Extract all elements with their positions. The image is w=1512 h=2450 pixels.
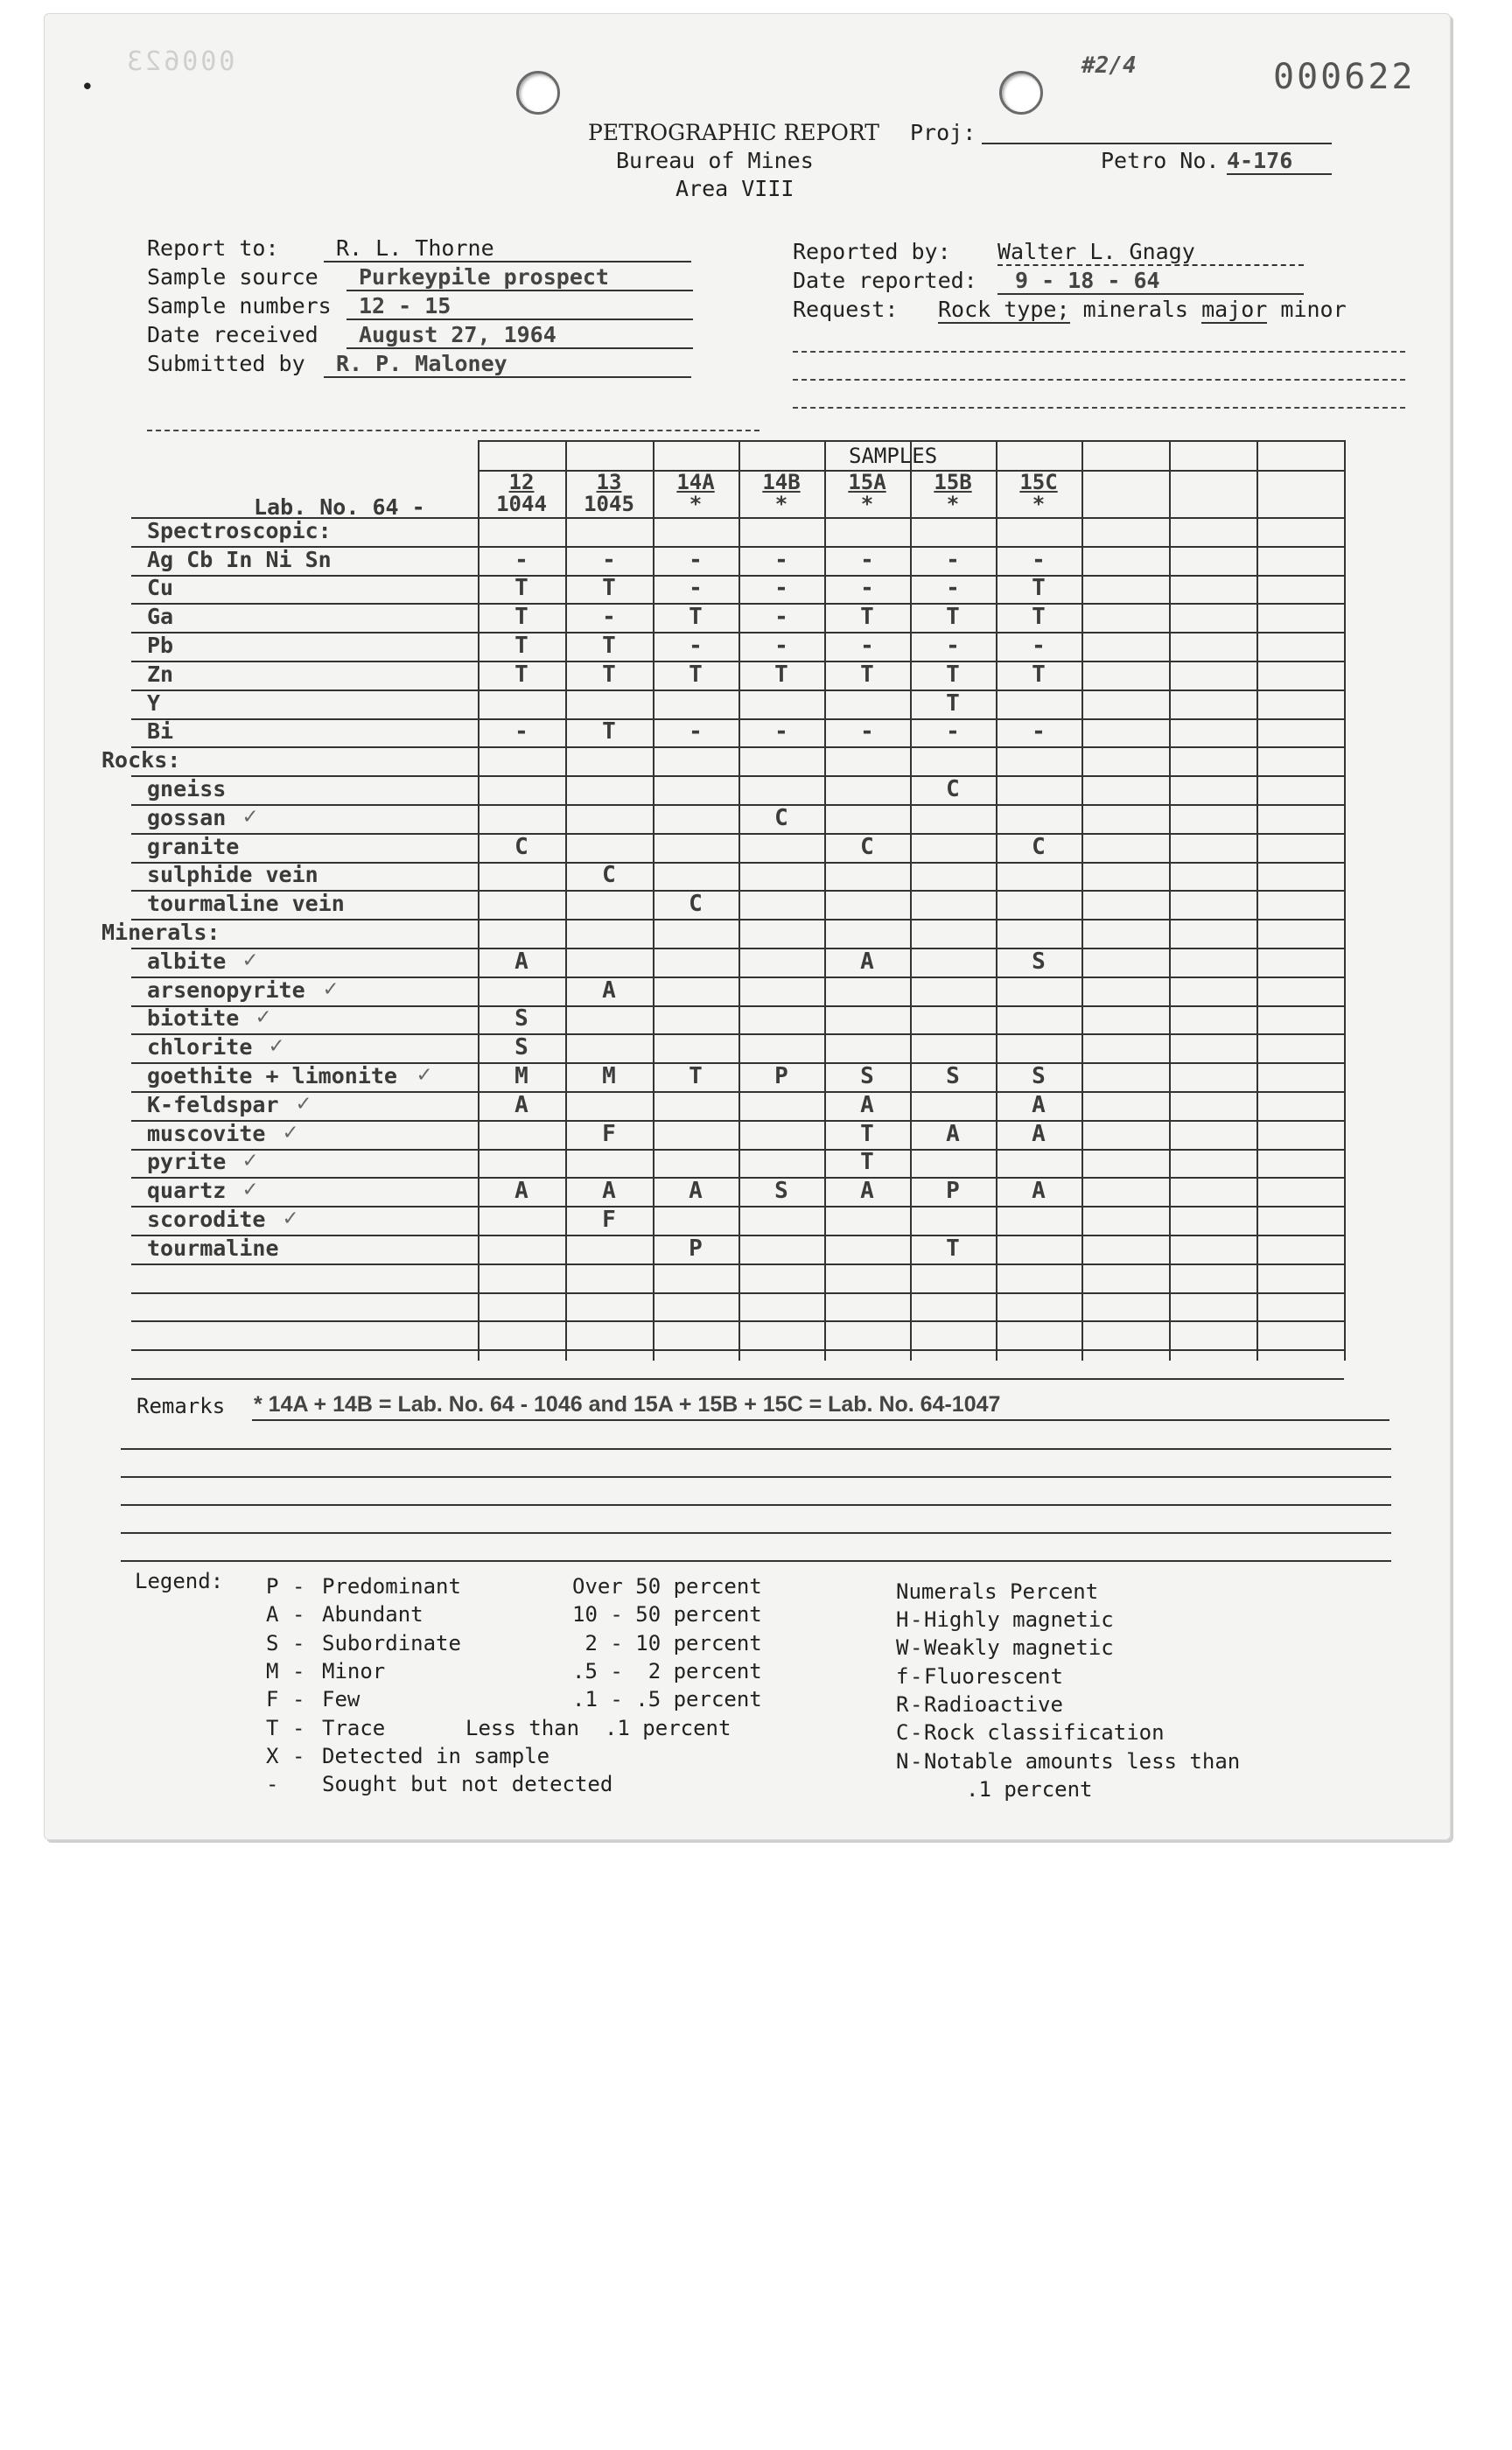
table-cell: C: [602, 862, 616, 889]
check-mark: ✓: [243, 1147, 257, 1174]
table-cell: -: [1032, 718, 1046, 746]
table-cell: T: [946, 661, 960, 688]
table-cell: A: [1032, 1091, 1046, 1118]
legend-desc: Radioactive: [924, 1691, 1063, 1717]
document-number-stamp: 000622: [1273, 57, 1416, 97]
row-label: Ag Cb In Ni Sn: [147, 546, 332, 572]
legend-dash: -: [292, 1630, 305, 1656]
remarks-line-4: [121, 1532, 1391, 1534]
legend-code: f: [896, 1663, 909, 1689]
report-title: PETROGRAPHIC REPORT: [588, 120, 879, 145]
date-reported-label: Date reported:: [793, 268, 977, 293]
table-cell: -: [514, 718, 528, 746]
table-cell: T: [602, 718, 616, 746]
table-row-line: [131, 1264, 1344, 1265]
table-column-line: [1256, 440, 1258, 1361]
table-cell: -: [774, 546, 788, 573]
lab-number-label: Lab. No. 64 -: [254, 494, 425, 520]
legend-range: .5 - 2 percent: [572, 1658, 762, 1684]
row-label: Y: [147, 690, 161, 716]
info-value: 12 - 15: [346, 293, 693, 320]
table-cell: T: [514, 661, 528, 688]
table-cell: -: [689, 718, 703, 746]
row-label: goethite + limonite: [147, 1063, 397, 1088]
remarks-line-5: [121, 1560, 1391, 1562]
table-cell: -: [774, 604, 788, 631]
legend-code: A: [266, 1602, 279, 1628]
table-cell: C: [514, 833, 528, 860]
sample-number: 14A: [676, 470, 715, 494]
legend-desc: Predominant: [322, 1574, 461, 1599]
table-cell: S: [1032, 1063, 1046, 1089]
table-cell: F: [602, 1207, 616, 1233]
row-label: K-feldspar: [147, 1091, 279, 1117]
request-values: [938, 297, 1347, 322]
legend-dash: -: [910, 1720, 923, 1746]
table-cell: T: [860, 661, 874, 688]
petro-number: 4-176: [1227, 148, 1332, 175]
table-row-line: [131, 833, 1344, 835]
table-cell: C: [774, 804, 788, 831]
check-mark: ✓: [324, 975, 338, 1002]
table-cell: A: [689, 1178, 703, 1205]
remarks-line-2: [121, 1476, 1391, 1478]
lab-number: *: [946, 492, 960, 516]
legend-desc: Detected in sample: [322, 1743, 550, 1768]
table-cell: S: [860, 1063, 874, 1089]
area-name: Area VIII: [676, 176, 794, 201]
table-row-line: [131, 1005, 1344, 1007]
table-cell: -: [689, 633, 703, 659]
request-minerals: minerals: [1082, 297, 1188, 322]
legend-code: T: [266, 1715, 279, 1740]
row-label: Ga: [147, 604, 174, 630]
table-cell: P: [689, 1235, 703, 1262]
legend-code: -: [266, 1772, 279, 1797]
legend-dash: -: [292, 1687, 305, 1712]
row-label: chlorite: [147, 1034, 253, 1060]
table-cell: -: [946, 546, 960, 573]
proj-label: Proj:: [910, 120, 976, 145]
row-label: Spectroscopic:: [147, 517, 332, 543]
legend-dash: -: [910, 1607, 923, 1632]
table-row-line: [131, 948, 1344, 949]
table-column-line: [1082, 440, 1083, 1361]
legend-desc: Sought but not detected: [322, 1772, 613, 1797]
legend-code: H: [896, 1607, 909, 1632]
legend-code: N: [896, 1748, 909, 1774]
table-row-line: [131, 1120, 1344, 1122]
table-row-line: [131, 1206, 1344, 1208]
table-column-line: [1169, 440, 1171, 1361]
legend-dash: -: [910, 1663, 923, 1689]
table-row-line: [131, 1149, 1344, 1151]
bureau-name: Bureau of Mines: [616, 148, 814, 173]
table-cell: T: [689, 1063, 703, 1089]
legend-code: S: [266, 1630, 279, 1656]
legend-code: X: [266, 1743, 279, 1768]
info-label: Sample source: [147, 264, 318, 290]
legend-range: 10 - 50 percent: [572, 1602, 762, 1628]
row-label: Zn: [147, 661, 174, 687]
table-cell: T: [514, 575, 528, 602]
table-cell: T: [860, 604, 874, 631]
info-value: R. P. Maloney: [324, 351, 691, 378]
row-label: Minerals:: [102, 920, 220, 945]
table-row-line: [131, 746, 1344, 748]
table-cell: T: [860, 1149, 874, 1176]
row-label: tourmaline vein: [147, 891, 345, 917]
lab-number: *: [689, 492, 703, 516]
legend-dash: -: [292, 1743, 305, 1768]
table-cell: -: [946, 575, 960, 602]
table-cell: T: [514, 604, 528, 631]
dot-mark: •: [80, 74, 94, 101]
table-cell: -: [602, 546, 616, 573]
legend-code: P: [266, 1574, 279, 1599]
remarks-label: Remarks: [136, 1394, 226, 1418]
legend-dash: -: [292, 1715, 305, 1740]
table-cell: S: [946, 1063, 960, 1089]
check-mark: ✓: [256, 1004, 270, 1031]
check-mark: ✓: [243, 802, 257, 830]
request-label: Request:: [793, 297, 899, 322]
table-row-line: [131, 1292, 1344, 1294]
table-cell: A: [514, 1091, 528, 1118]
legend-dash: -: [292, 1602, 305, 1628]
table-cell: T: [1032, 604, 1046, 631]
info-label: Sample numbers: [147, 293, 332, 318]
row-label: gossan: [147, 804, 227, 830]
table-cell: A: [1032, 1120, 1046, 1147]
page-fraction: #2/4: [1082, 52, 1137, 79]
legend-code: W: [896, 1635, 909, 1661]
samples-heading: SAMPLES: [849, 444, 938, 468]
table-cell: T: [514, 633, 528, 659]
table-row-line: [131, 1349, 1344, 1351]
table-cell: A: [1032, 1178, 1046, 1205]
table-row-line: [131, 919, 1344, 920]
table-cell: T: [689, 661, 703, 688]
table-cell: -: [860, 546, 874, 573]
row-label: arsenopyrite: [147, 976, 305, 1003]
table-column-line: [1344, 440, 1346, 1361]
table-row-line: [131, 690, 1344, 691]
row-label: pyrite: [147, 1149, 227, 1175]
sample-number: 14B: [762, 470, 801, 494]
remarks-line-1: [121, 1448, 1391, 1450]
table-cell: S: [1032, 948, 1046, 975]
legend-range: 2 - 10 percent: [572, 1630, 762, 1656]
request-major: major: [1201, 297, 1268, 322]
date-reported-value: 9 - 18 - 64: [998, 268, 1304, 295]
reported-by-label: Reported by:: [793, 239, 951, 264]
check-mark: ✓: [243, 1176, 257, 1203]
info-value: R. L. Thorne: [324, 235, 691, 262]
table-cell: -: [774, 575, 788, 602]
table-cell: -: [946, 633, 960, 659]
table-cell: P: [774, 1063, 788, 1089]
remarks-text: * 14A + 14B = Lab. No. 64 - 1046 and 15A + 15B + 15C = Lab. No. 64-1047: [254, 1392, 1001, 1417]
legend-dash: -: [910, 1691, 923, 1717]
lab-number: *: [774, 492, 788, 516]
table-cell: T: [774, 661, 788, 688]
request-rock-type: Rock type;: [938, 297, 1070, 322]
legend-dash: -: [292, 1658, 305, 1684]
table-cell: S: [514, 1005, 528, 1032]
legend-desc: Highly magnetic: [924, 1607, 1114, 1632]
table-cell: A: [860, 1178, 874, 1205]
table-row-line: [131, 1320, 1344, 1322]
check-mark: ✓: [270, 1032, 284, 1060]
table-cell: A: [946, 1120, 960, 1147]
table-cell: M: [602, 1063, 616, 1089]
legend-dash: -: [910, 1748, 923, 1774]
legend-code: R: [896, 1691, 909, 1717]
lab-number: *: [860, 492, 874, 516]
row-label: Rocks:: [102, 747, 181, 774]
table-cell: T: [860, 1120, 874, 1147]
request-line-1: [793, 351, 1405, 353]
table-cell: -: [689, 546, 703, 573]
table-cell: C: [1032, 833, 1046, 860]
table-row-line: [131, 804, 1344, 806]
legend-range: Less than .1 percent: [466, 1715, 732, 1740]
table-cell: -: [860, 575, 874, 602]
row-label: scorodite: [147, 1207, 266, 1232]
check-mark: ✓: [243, 946, 257, 973]
legend-dash: -: [292, 1574, 305, 1599]
table-cell: A: [514, 1178, 528, 1205]
table-row-line: [131, 775, 1344, 777]
proj-field: [982, 143, 1332, 144]
table-cell: A: [602, 1178, 616, 1205]
table-cell: C: [946, 776, 960, 802]
row-label: gneiss: [147, 776, 227, 802]
report-sheet: [44, 13, 1451, 1840]
table-row-line: [131, 1033, 1344, 1035]
table-cell: A: [860, 1091, 874, 1118]
legend-desc: Subordinate: [322, 1630, 461, 1656]
table-cell: T: [1032, 661, 1046, 688]
table-cell: T: [602, 575, 616, 602]
table-cell: A: [860, 948, 874, 975]
request-line-2: [793, 379, 1405, 381]
legend-range: .1 - .5 percent: [572, 1687, 762, 1712]
row-label: Pb: [147, 633, 174, 658]
legend-desc: Notable amounts less than: [924, 1748, 1241, 1774]
legend-code: F: [266, 1687, 279, 1712]
legend-code: M: [266, 1658, 279, 1684]
lab-number: 1044: [496, 492, 547, 516]
info-label: Date received: [147, 322, 318, 347]
section-divider: [147, 430, 760, 431]
table-cell: F: [602, 1120, 616, 1147]
row-label: biotite: [147, 1005, 240, 1032]
table-cell: -: [514, 546, 528, 573]
reported-by-value: Walter L. Gnagy: [998, 239, 1304, 266]
info-label: Submitted by: [147, 351, 305, 376]
row-label: tourmaline: [147, 1235, 279, 1261]
legend-right-tail: .1 percent: [966, 1777, 1093, 1802]
table-cell: T: [602, 661, 616, 688]
table-cell: P: [946, 1178, 960, 1205]
petro-label: Petro No.: [1101, 148, 1220, 173]
table-cell: M: [514, 1063, 528, 1089]
legend-desc: Fluorescent: [924, 1663, 1063, 1689]
table-row-line: [131, 1091, 1344, 1093]
info-label: Report to:: [147, 235, 279, 261]
row-label: albite: [147, 948, 227, 974]
table-cell: S: [514, 1034, 528, 1061]
legend-dash: -: [910, 1635, 923, 1661]
remarks-line-0: [252, 1419, 1390, 1421]
table-cell: -: [689, 575, 703, 602]
lab-number: *: [1032, 492, 1046, 516]
table-cell: A: [602, 976, 616, 1004]
legend-label: Legend:: [135, 1569, 224, 1593]
lab-number: 1045: [584, 492, 634, 516]
check-mark: ✓: [284, 1205, 298, 1231]
row-label: granite: [147, 833, 240, 859]
table-cell: T: [946, 1235, 960, 1262]
request-line-3: [793, 407, 1405, 409]
table-row-line: [131, 1378, 1344, 1380]
sample-number: 12: [508, 470, 535, 494]
table-cell: -: [774, 633, 788, 659]
sample-number: 15A: [848, 470, 886, 494]
table-cell: -: [860, 633, 874, 659]
legend-range: Over 50 percent: [572, 1574, 762, 1599]
table-cell: T: [946, 604, 960, 631]
table-cell: -: [774, 718, 788, 746]
remarks-line-3: [121, 1504, 1391, 1506]
legend-desc: Trace: [322, 1715, 386, 1740]
table-cell: C: [689, 891, 703, 918]
sample-number: 15C: [1019, 470, 1058, 494]
legend-desc: Few: [322, 1687, 360, 1712]
legend-code: C: [896, 1720, 909, 1746]
table-cell: C: [860, 833, 874, 860]
check-mark: ✓: [297, 1089, 311, 1116]
table-row-line: [131, 976, 1344, 978]
bleed-through-stamp: 000623: [124, 46, 235, 77]
table-cell: A: [514, 948, 528, 975]
table-cell: T: [689, 604, 703, 631]
row-label: muscovite: [147, 1120, 266, 1146]
table-cell: T: [946, 690, 960, 717]
sample-number: 15B: [934, 470, 972, 494]
request-minor: minor: [1280, 297, 1347, 322]
sample-number: 13: [596, 470, 622, 494]
table-cell: T: [602, 633, 616, 659]
row-label: Cu: [147, 575, 174, 601]
row-label: sulphide vein: [147, 862, 318, 888]
table-cell: S: [774, 1178, 788, 1205]
punch-hole-left: [516, 71, 560, 115]
table-cell: -: [860, 718, 874, 746]
row-label: quartz: [147, 1178, 227, 1204]
legend-right-title: Numerals Percent: [896, 1579, 1099, 1604]
check-mark: ✓: [417, 1061, 431, 1088]
punch-hole-right: [999, 71, 1043, 115]
check-mark: ✓: [284, 1118, 298, 1145]
row-label: Bi: [147, 718, 174, 745]
info-value: August 27, 1964: [346, 322, 693, 349]
table-cell: -: [1032, 546, 1046, 573]
info-value: Purkeypile prospect: [346, 264, 693, 291]
table-cell: -: [946, 718, 960, 746]
legend-desc: Rock classification: [924, 1720, 1165, 1746]
table-cell: -: [1032, 633, 1046, 659]
legend-desc: Minor: [322, 1658, 386, 1684]
legend-desc: Abundant: [322, 1602, 424, 1628]
table-cell: -: [602, 604, 616, 631]
legend-desc: Weakly magnetic: [924, 1635, 1114, 1661]
table-cell: T: [1032, 575, 1046, 602]
